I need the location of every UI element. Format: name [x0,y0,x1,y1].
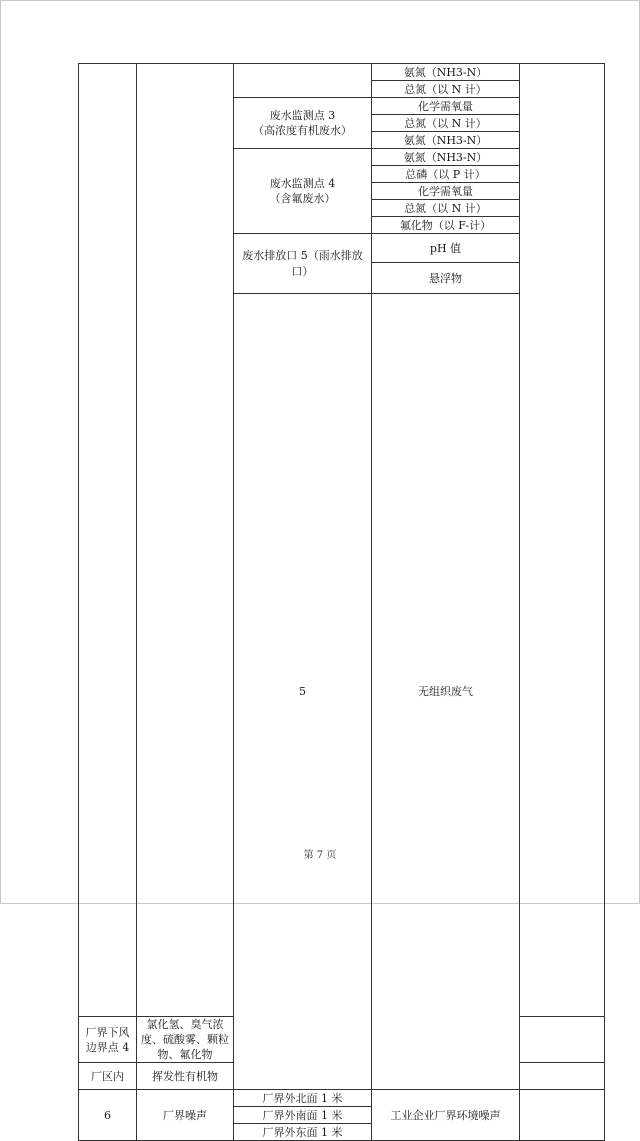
category-cell-continued [137,64,234,1017]
monitor-point-3: 废水监测点 3 （高浓度有机废水） [234,98,372,149]
param-cell: 氯化氢、臭气浓度、硫酸雾、颗粒物、氟化物 [137,1017,234,1063]
monitor-point: 厂界下风边界点 4 [79,1017,137,1063]
monitor-point: 厂区内 [79,1063,137,1090]
remark-cell-continued [520,64,605,1017]
param-cell: 氨氮（NH3-N） [372,132,520,149]
param-cell: pH 值 [372,234,520,263]
monitor-point: 厂界外东面 1 米 [234,1124,372,1141]
row-number-6: 6 [79,1090,137,1141]
row-number-5: 5 [234,294,372,1090]
monitoring-table [78,63,605,1141]
category-noise: 厂界噪声 [137,1090,234,1141]
remark-cell-empty [520,1063,605,1090]
param-cell: 挥发性有机物 [137,1063,234,1090]
param-cell: 工业企业厂界环境噪声 [372,1090,520,1141]
monitor-point-4: 废水监测点 4 （含氟废水） [234,149,372,234]
param-cell: 氟化物（以 F-计） [372,217,520,234]
monitor-point: 厂界外南面 1 米 [234,1107,372,1124]
param-cell: 氨氮（NH3-N） [372,64,520,81]
remark-cell-empty [520,1090,605,1141]
no-cell-continued [79,64,137,1017]
monitor-point-2-continued [234,64,372,98]
param-cell: 总磷（以 P 计） [372,166,520,183]
monitor-point: 厂界外北面 1 米 [234,1090,372,1107]
param-cell: 化学需氧量 [372,98,520,115]
param-cell: 化学需氧量 [372,183,520,200]
monitor-point-5: 废水排放口 5（雨水排放口） [234,234,372,294]
param-cell: 总氮（以 N 计） [372,115,520,132]
category-fugitive-gas: 无组织废气 [372,294,520,1090]
param-cell: 悬浮物 [372,263,520,294]
param-cell: 氨氮（NH3-N） [372,149,520,166]
param-cell: 总氮（以 N 计） [372,81,520,98]
page-number: 第 7 页 [303,850,337,861]
param-cell: 总氮（以 N 计） [372,200,520,217]
